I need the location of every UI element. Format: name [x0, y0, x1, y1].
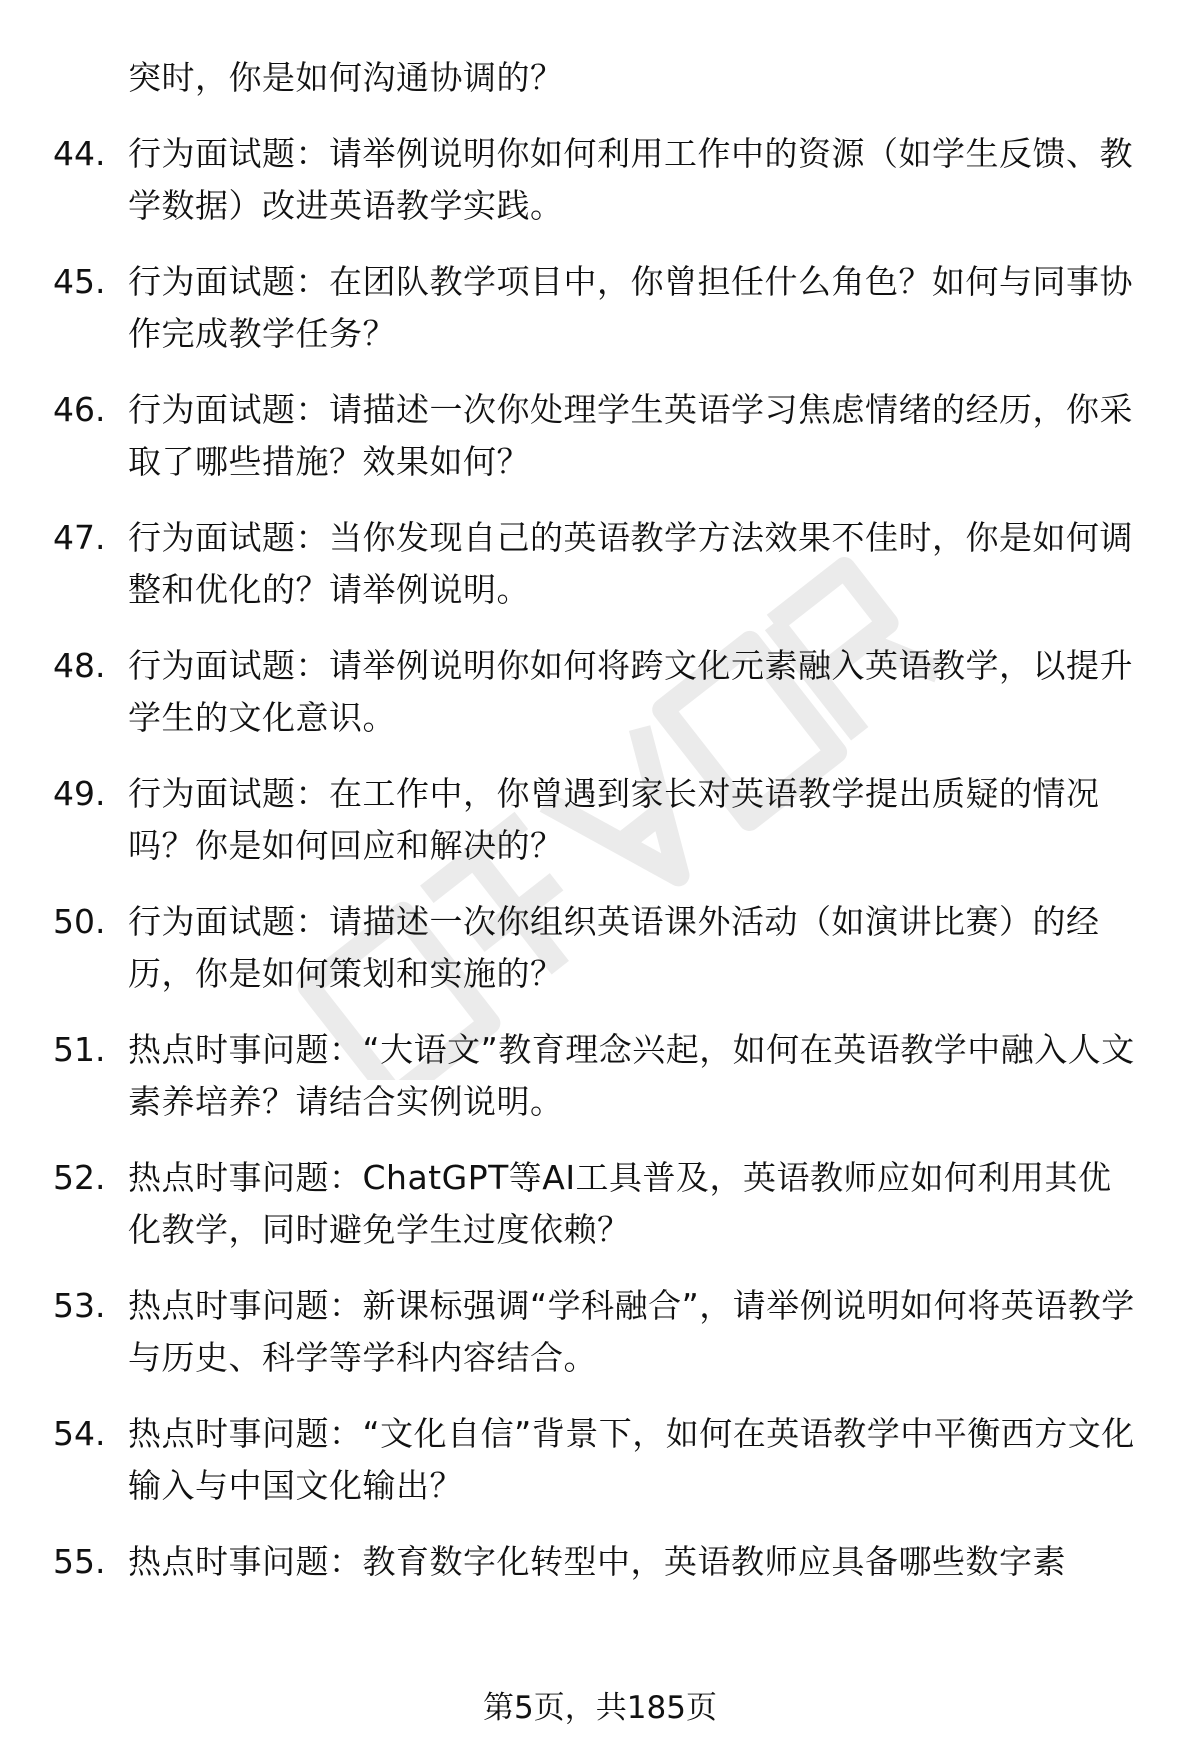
question-number: 46.	[53, 390, 106, 429]
question-text: 热点时事问题：教育数字化转型中，英语教师应具备哪些数字素	[128, 1542, 1066, 1581]
list-item	[0, 1024, 1200, 1128]
question-number: 48.	[53, 646, 106, 685]
question-text: 行为面试题：请举例说明你如何利用工作中的资源（如学生反馈、教学数据）改进英语教学实践。	[128, 134, 1133, 225]
question-number: 54.	[53, 1414, 106, 1453]
question-number: 47.	[53, 518, 106, 557]
question-number: 49.	[53, 774, 106, 813]
question-text: 突时，你是如何沟通协调的？	[128, 58, 564, 97]
list-item	[0, 512, 1200, 616]
list-item	[0, 1536, 1200, 1588]
list-item	[0, 640, 1200, 744]
question-text: 行为面试题：请描述一次你组织英语课外活动（如演讲比赛）的经历，你是如何策划和实施的？	[128, 902, 1100, 993]
question-number: 44.	[53, 134, 106, 173]
question-text: 热点时事问题：“文化自信”背景下，如何在英语教学中平衡西方文化输入与中国文化输出？	[128, 1414, 1135, 1505]
list-item	[0, 768, 1200, 872]
list-item	[0, 128, 1200, 232]
question-number: 52.	[53, 1158, 106, 1197]
question-number: 45.	[53, 262, 106, 301]
list-item	[0, 256, 1200, 360]
question-text: 行为面试题：在工作中，你曾遇到家长对英语教学提出质疑的情况吗？你是如何回应和解决的？	[128, 774, 1100, 865]
question-number: 51.	[53, 1030, 106, 1069]
list-item	[0, 896, 1200, 1000]
question-text: 热点时事问题：ChatGPT等AI工具普及，英语教师应如何利用其优化教学，同时避免学生过度依赖？	[128, 1158, 1112, 1249]
question-text: 行为面试题：请描述一次你处理学生英语学习焦虑情绪的经历，你采取了哪些措施？效果如何？	[128, 390, 1133, 481]
list-item	[0, 1280, 1200, 1384]
list-item	[0, 1408, 1200, 1512]
list-item	[0, 384, 1200, 488]
question-text: 行为面试题：在团队教学项目中，你曾担任什么角色？如何与同事协作完成教学任务？	[128, 262, 1133, 353]
question-text: 行为面试题：请举例说明你如何将跨文化元素融入英语教学，以提升学生的文化意识。	[128, 646, 1133, 737]
question-text: 热点时事问题：“大语文”教育理念兴起，如何在英语教学中融入人文素养培养？请结合实例说明。	[128, 1030, 1135, 1121]
question-number: 50.	[53, 902, 106, 941]
question-text: 行为面试题：当你发现自己的英语教学方法效果不佳时，你是如何调整和优化的？请举例说明。	[128, 518, 1133, 609]
page-footer: 第5页，共185页	[483, 1690, 717, 1726]
question-list	[0, 52, 1200, 1612]
list-item	[0, 1152, 1200, 1256]
question-number: 53.	[53, 1286, 106, 1325]
question-text: 热点时事问题：新课标强调“学科融合”，请举例说明如何将英语教学与历史、科学等学科内容结合。	[128, 1286, 1135, 1377]
list-item	[0, 52, 1200, 104]
question-number: 55.	[53, 1542, 106, 1581]
